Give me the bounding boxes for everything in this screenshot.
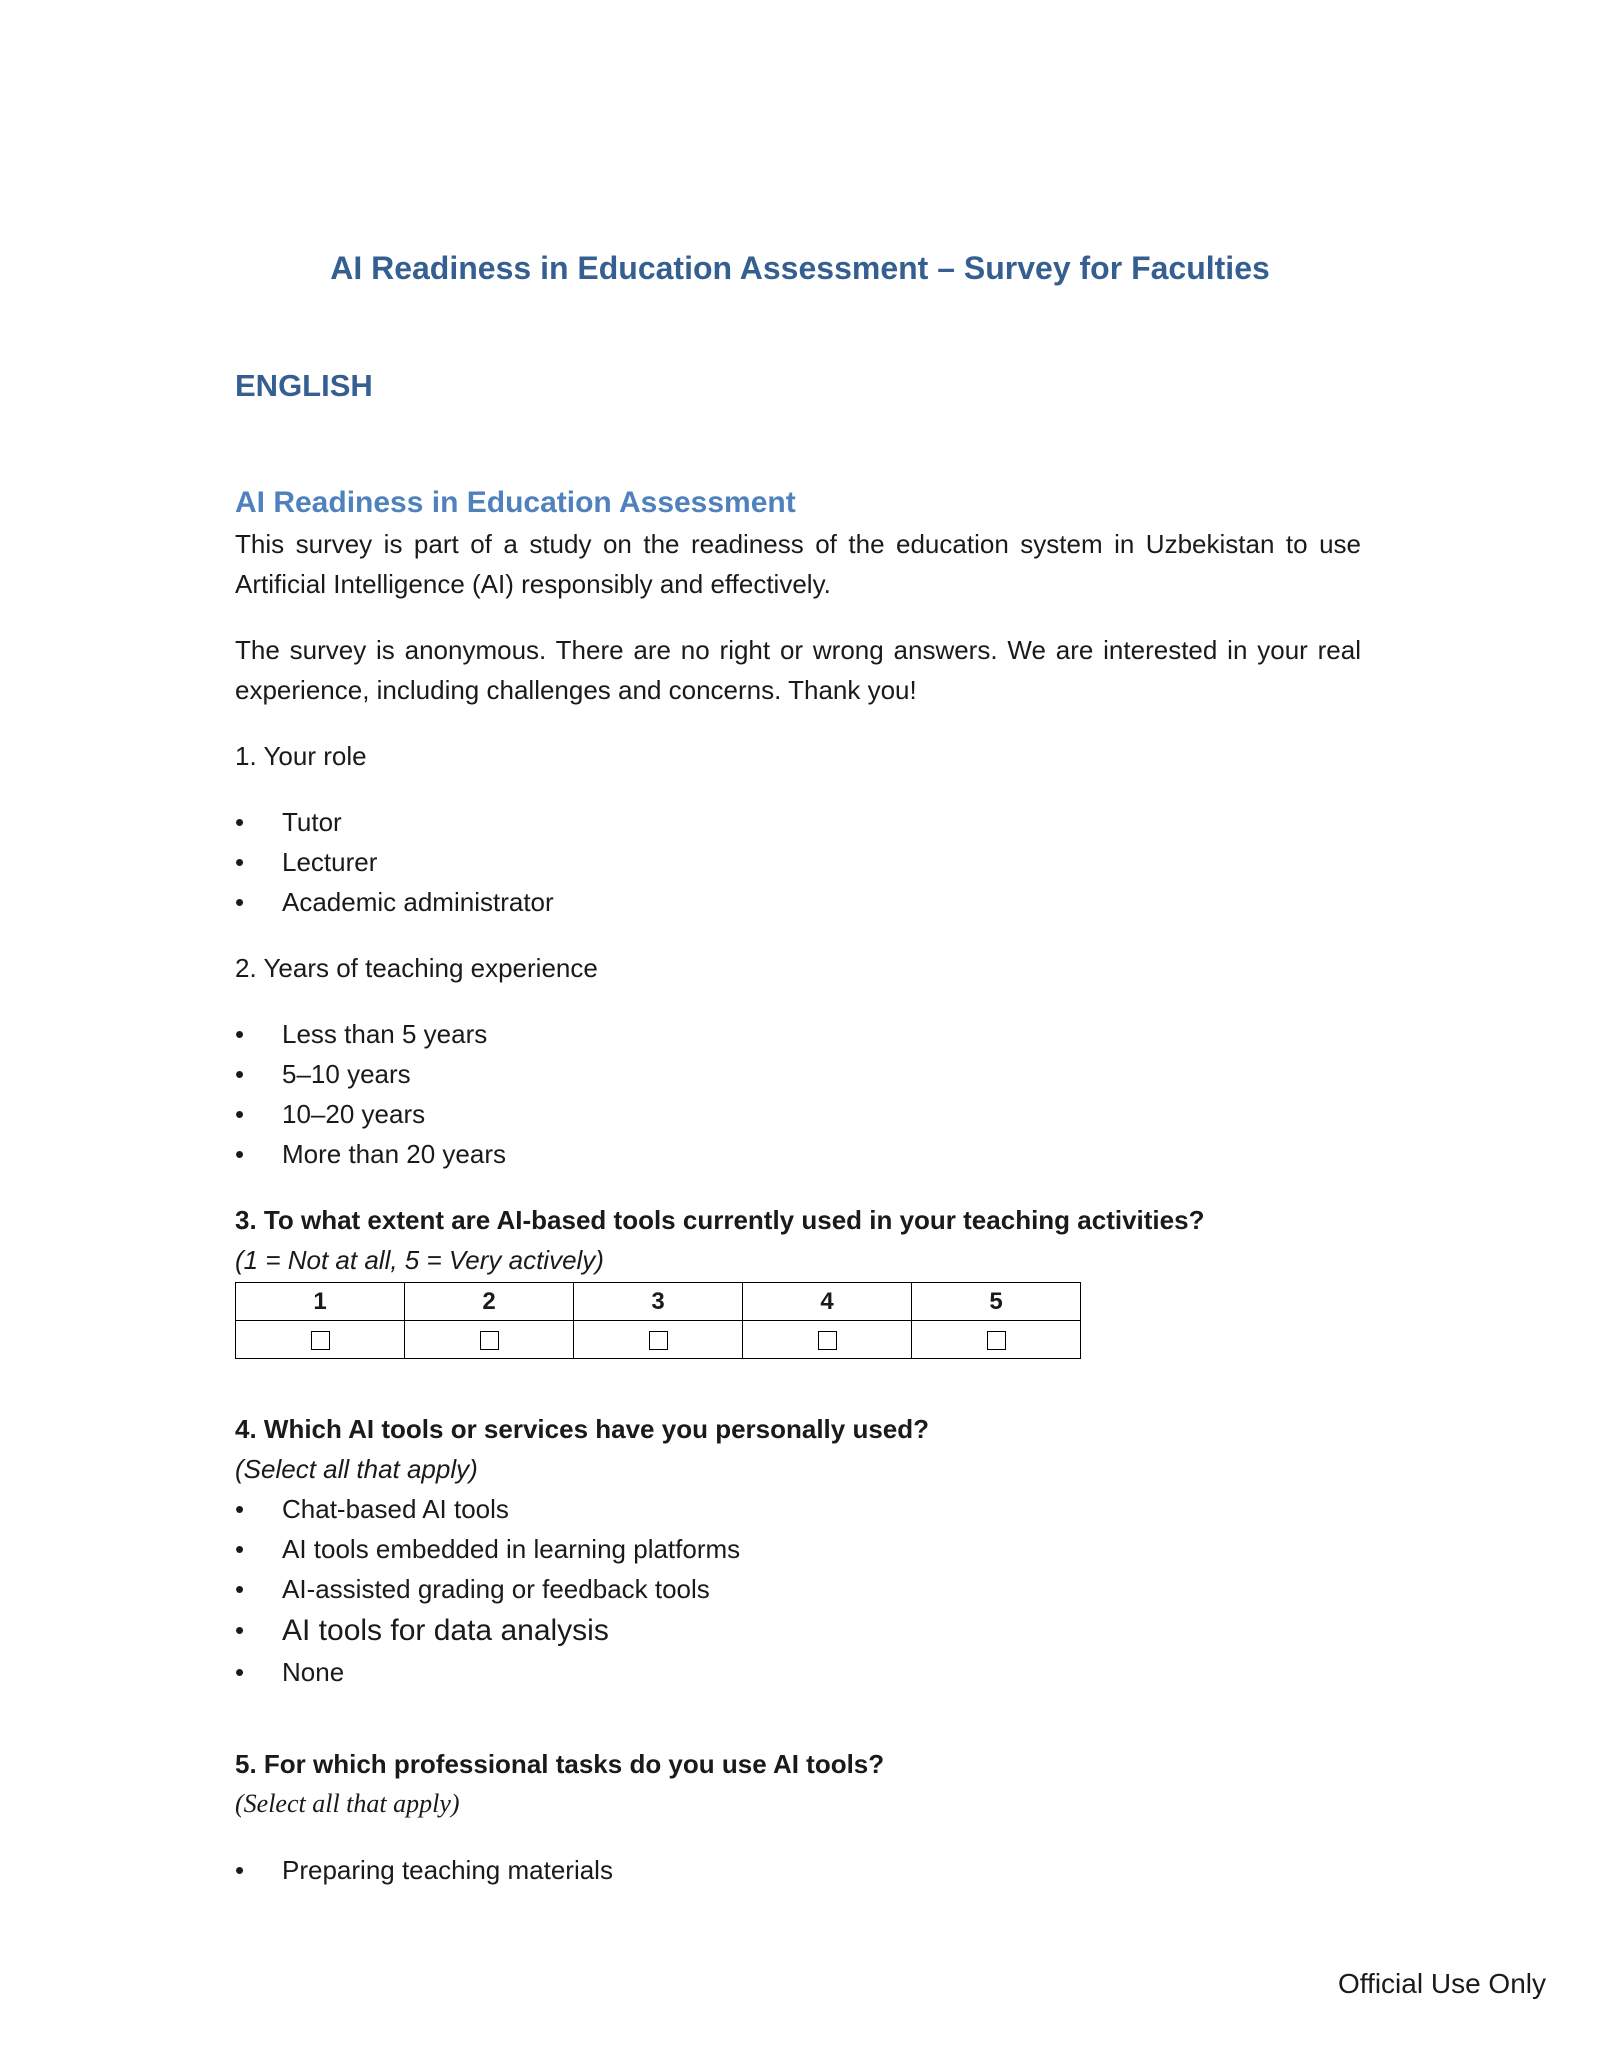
bullet-icon: • (235, 807, 245, 837)
option-label: 5–10 years (282, 1059, 411, 1089)
list-item[interactable] (235, 1850, 1361, 1890)
question-1: 1. Your role (235, 741, 367, 771)
option-label: Chat-based AI tools (282, 1494, 509, 1524)
option-label: Tutor (282, 807, 342, 837)
list-item[interactable] (235, 802, 1361, 842)
bullet-icon: • (235, 1019, 245, 1049)
scale-cell-3 (574, 1321, 743, 1359)
checkbox-1[interactable] (311, 1331, 330, 1350)
scale-cell-2 (405, 1321, 574, 1359)
question-3: 3. To what extent are AI-based tools currently used in your teaching activities? (235, 1205, 1205, 1235)
list-item[interactable] (235, 1529, 1361, 1569)
list-item[interactable] (235, 1652, 1361, 1692)
scale-header-row (236, 1283, 1081, 1321)
option-label: More than 20 years (282, 1139, 507, 1169)
list-item[interactable] (235, 1569, 1361, 1609)
list-item[interactable] (235, 1134, 1361, 1174)
bullet-icon: • (235, 1855, 245, 1885)
scale-label-4: 4 (743, 1283, 912, 1321)
scale-cell-5 (912, 1321, 1081, 1359)
bullet-icon: • (235, 1139, 245, 1169)
question-4-hint: (Select all that apply) (235, 1454, 478, 1484)
option-label: Academic administrator (282, 887, 554, 917)
question-5-hint: (Select all that apply) (235, 1789, 460, 1818)
checkbox-5[interactable] (987, 1331, 1006, 1350)
section-heading: AI Readiness in Education Assessment (235, 486, 796, 519)
bullet-icon: • (235, 1534, 245, 1564)
question-4: 4. Which AI tools or services have you personally used? (235, 1414, 930, 1444)
question-5-options (235, 1850, 1361, 1890)
intro-paragraph: The survey is anonymous. There are no right or wrong answers. We are interested in your real experience, including challenges and concerns. Thank you! (235, 635, 1361, 705)
checkbox-3[interactable] (649, 1331, 668, 1350)
scale-label-2: 2 (405, 1283, 574, 1321)
scale-cell-4 (743, 1321, 912, 1359)
question-2: 2. Years of teaching experience (235, 953, 598, 983)
option-label: AI-assisted grading or feedback tools (282, 1574, 710, 1604)
scale-cell-1 (236, 1321, 405, 1359)
scale-label-5: 5 (912, 1283, 1081, 1321)
option-label: Less than 5 years (282, 1019, 488, 1049)
scale-label-1: 1 (236, 1283, 405, 1321)
bullet-icon: • (235, 1494, 245, 1524)
checkbox-2[interactable] (480, 1331, 499, 1350)
question-3-hint: (1 = Not at all, 5 = Very actively) (235, 1245, 604, 1275)
list-item[interactable] (235, 1609, 1361, 1652)
list-item[interactable] (235, 1489, 1361, 1529)
list-item[interactable] (235, 1094, 1361, 1134)
bullet-icon: • (235, 887, 245, 917)
scale-label-3: 3 (574, 1283, 743, 1321)
question-2-options (235, 1014, 1361, 1174)
question-4-options (235, 1489, 1361, 1692)
option-label: AI tools embedded in learning platforms (282, 1534, 741, 1564)
rating-scale-table (235, 1282, 1081, 1359)
bullet-icon: • (235, 1574, 245, 1604)
question-5: 5. For which professional tasks do you use AI tools? (235, 1749, 885, 1779)
survey-content (235, 482, 1361, 1916)
footer-label: Official Use Only (1338, 1968, 1546, 1999)
intro-paragraph: This survey is part of a study on the readiness of the education system in Uzbekistan to use Artificial Intelligence (AI) responsibly and effectively. (235, 529, 1361, 599)
bullet-icon: • (235, 847, 245, 877)
option-label: Lecturer (282, 847, 378, 877)
list-item[interactable] (235, 1014, 1361, 1054)
option-label: Preparing teaching materials (282, 1855, 613, 1885)
list-item[interactable] (235, 842, 1361, 882)
option-label: 10–20 years (282, 1099, 426, 1129)
document-title: AI Readiness in Education Assessment – Survey for Faculties (330, 250, 1270, 286)
language-heading: ENGLISH (235, 368, 373, 403)
checkbox-4[interactable] (818, 1331, 837, 1350)
bullet-icon: • (235, 1657, 245, 1687)
option-label: None (282, 1657, 345, 1687)
scale-checkbox-row (236, 1321, 1081, 1359)
option-label: AI tools for data analysis (282, 1614, 609, 1647)
bullet-icon: • (235, 1615, 245, 1645)
list-item[interactable] (235, 1054, 1361, 1094)
list-item[interactable] (235, 882, 1361, 922)
bullet-icon: • (235, 1059, 245, 1089)
bullet-icon: • (235, 1099, 245, 1129)
question-1-options (235, 802, 1361, 922)
